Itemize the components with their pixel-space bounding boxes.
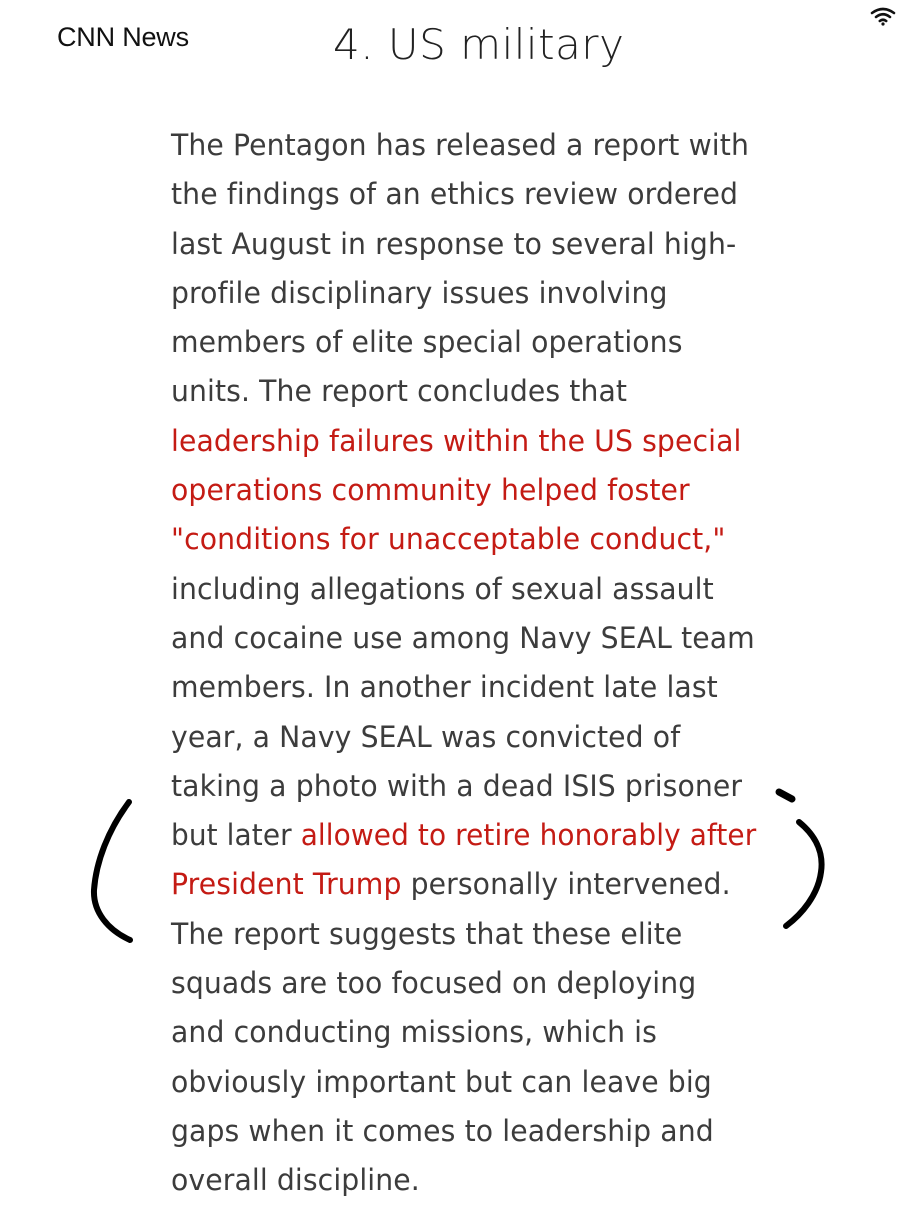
article-text: including allegations of sexual assault: [171, 571, 714, 606]
article-line: [171, 860, 756, 909]
handwritten-right-parenthesis-dot: [779, 792, 792, 799]
article-text: but later: [171, 818, 301, 853]
article-text: year, a Navy SEAL was convicted of: [171, 719, 681, 754]
article-text: members. In another incident late last: [171, 670, 718, 705]
article-text: gaps when it comes to leadership and: [171, 1113, 714, 1148]
article-line: [171, 367, 756, 416]
handwritten-right-parenthesis: [786, 822, 822, 926]
article-link[interactable]: "conditions for unacceptable conduct,": [171, 522, 726, 557]
article-headline: 4. US military: [333, 20, 625, 69]
article-text: overall discipline.: [171, 1163, 420, 1198]
article-text: obviously important but can leave big: [171, 1064, 712, 1099]
article-text: personally intervened.: [401, 867, 731, 902]
article-text: The report suggests that these elite: [171, 916, 683, 951]
article-text: members of elite special operations: [171, 325, 683, 360]
article-text: the findings of an ethics review ordered: [171, 177, 739, 212]
article-line: [171, 663, 756, 712]
article-link[interactable]: allowed to retire honorably after: [300, 818, 757, 853]
article-link[interactable]: operations community helped foster: [171, 473, 690, 508]
article-line: [171, 466, 756, 515]
article-line: [171, 565, 756, 614]
article-text: The Pentagon has released a report with: [171, 128, 749, 162]
source-label: CNN News: [57, 22, 189, 52]
article-text: last August in response to several high-: [171, 226, 737, 261]
article-text: taking a photo with a dead ISIS prisoner: [171, 768, 743, 803]
article-line: [171, 1008, 756, 1057]
article-line: [171, 318, 756, 367]
article-line: [171, 220, 756, 269]
article-line: [171, 811, 757, 860]
article-line: [171, 121, 756, 170]
article-line: [171, 417, 756, 466]
article-line: [171, 1058, 756, 1107]
article-text: squads are too focused on deploying: [171, 966, 697, 1001]
wifi-icon: [870, 6, 896, 26]
article-line: [171, 959, 756, 1008]
article-line: [171, 762, 756, 811]
article-text: and cocaine use among Navy SEAL team: [171, 620, 755, 655]
article-line: [171, 713, 756, 762]
article-body: [171, 121, 771, 1206]
article-line: [171, 614, 756, 663]
article-line: [171, 1107, 756, 1156]
article-line: [171, 170, 756, 219]
article-text: units. The report concludes that: [171, 374, 628, 409]
article-line: [171, 515, 756, 564]
article-line: [171, 910, 756, 959]
article-link[interactable]: President Trump: [171, 867, 402, 902]
article-line: [171, 1156, 756, 1205]
article-line: [171, 269, 756, 318]
article-text: and conducting missions, which is: [171, 1015, 657, 1050]
article-link[interactable]: leadership failures within the US special: [171, 423, 742, 458]
handwritten-left-parenthesis: [94, 802, 130, 940]
article-text: profile disciplinary issues involving: [171, 275, 668, 310]
